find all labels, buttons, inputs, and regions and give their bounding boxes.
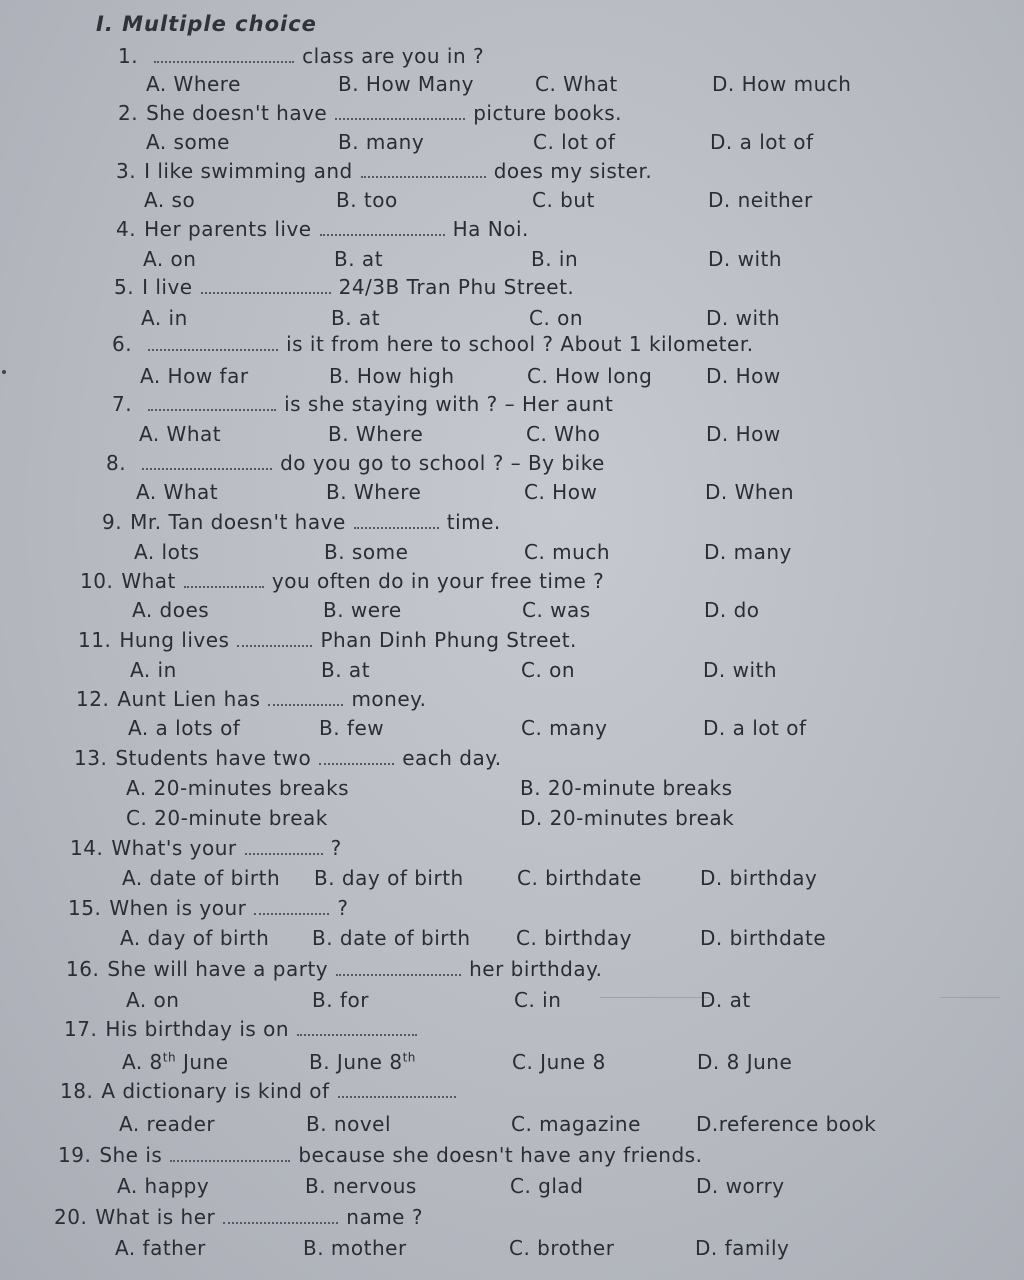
question-text-after: is she staying with ? – Her aunt (284, 392, 614, 416)
question-6-option-b[interactable] (329, 364, 455, 388)
answer-blank[interactable] (184, 572, 264, 588)
question-text-after: because she doesn't have any friends. (298, 1143, 703, 1167)
answer-blank[interactable] (245, 839, 323, 855)
question-text-before: Hung lives (119, 628, 230, 652)
answer-blank[interactable] (142, 454, 272, 470)
question-number: 15. (68, 896, 102, 920)
option-label: A. on (143, 247, 197, 271)
question-13-option-c[interactable] (126, 806, 328, 830)
answer-blank[interactable] (148, 335, 278, 351)
answer-blank[interactable] (223, 1208, 338, 1224)
question-6-option-c[interactable] (527, 364, 652, 388)
section-title: I. Multiple choice (96, 12, 317, 36)
answer-blank[interactable] (354, 513, 439, 529)
question-9-option-a[interactable] (134, 540, 200, 564)
question-number: 3. (116, 159, 137, 183)
question-20-option-d[interactable] (695, 1236, 789, 1260)
question-20-stem (54, 1205, 423, 1229)
option-label: C. was (522, 598, 591, 622)
question-4-option-d[interactable] (708, 247, 782, 271)
option-label: A. 20-minutes breaks (126, 776, 350, 800)
question-9-option-b[interactable] (324, 540, 408, 564)
question-text-before: A dictionary is kind of (101, 1079, 330, 1103)
question-3-stem (116, 159, 652, 183)
question-text-after: time. (446, 510, 501, 534)
option-label: D. 8 June (697, 1050, 793, 1074)
question-10-option-d[interactable] (704, 598, 760, 622)
question-16-option-c[interactable] (514, 988, 561, 1012)
question-text-after: money. (351, 687, 427, 711)
question-15-option-a[interactable] (120, 926, 269, 950)
question-11-option-b[interactable] (321, 658, 370, 682)
answer-blank[interactable] (201, 278, 331, 294)
question-12-stem (76, 687, 426, 711)
question-2-stem (118, 101, 622, 125)
question-17-option-d[interactable] (697, 1050, 792, 1074)
option-label: C. on (529, 306, 584, 330)
ordinal-suffix: th (402, 1050, 416, 1065)
question-2-option-b[interactable] (338, 130, 424, 154)
question-10-option-c[interactable] (522, 598, 591, 622)
question-text-after: Phan Dinh Phung Street. (320, 628, 577, 652)
question-6-option-a[interactable] (140, 364, 249, 388)
question-1-stem (118, 44, 484, 68)
option-label: A. lots (134, 540, 200, 564)
answer-blank[interactable] (338, 1082, 456, 1098)
option-label: A. on (126, 988, 180, 1012)
option-label: D.reference book (696, 1112, 877, 1136)
question-7-option-c[interactable] (526, 422, 600, 446)
question-8-stem (106, 451, 605, 475)
question-number: 5. (114, 275, 135, 299)
question-19-option-a[interactable] (117, 1174, 209, 1198)
question-12-option-c[interactable] (521, 716, 607, 740)
option-label: B. nervous (305, 1174, 417, 1198)
question-18-option-d[interactable] (696, 1112, 876, 1136)
option-label: C. Who (526, 422, 601, 446)
answer-blank[interactable] (319, 749, 394, 765)
option-label: A. some (146, 130, 230, 154)
question-1-option-d[interactable] (712, 72, 851, 96)
option-label: C. June 8 (512, 1050, 606, 1074)
question-1-option-a[interactable] (146, 72, 241, 96)
question-20-option-a[interactable] (115, 1236, 206, 1260)
answer-blank[interactable] (254, 899, 329, 915)
question-10-option-a[interactable] (132, 598, 209, 622)
question-7-option-a[interactable] (139, 422, 221, 446)
question-17-stem (64, 1017, 425, 1041)
option-label: A. in (141, 306, 188, 330)
question-13-option-d[interactable] (520, 806, 734, 830)
question-text-after: does my sister. (493, 159, 653, 183)
option-label: B. novel (306, 1112, 392, 1136)
question-number: 17. (64, 1017, 98, 1041)
option-label: D. worry (696, 1174, 785, 1198)
option-label: C. lot of (533, 130, 616, 154)
option-label: A. happy (117, 1174, 210, 1198)
question-15-stem (68, 896, 349, 920)
question-11-option-c[interactable] (521, 658, 575, 682)
question-3-option-d[interactable] (708, 188, 813, 212)
option-label: D. with (706, 306, 781, 330)
question-number: 8. (106, 451, 127, 475)
question-5-option-c[interactable] (529, 306, 583, 330)
option-label: A. so (144, 188, 196, 212)
question-18-option-c[interactable] (511, 1112, 641, 1136)
question-text-after: ? (330, 836, 342, 860)
question-15-option-c[interactable] (516, 926, 632, 950)
question-number: 16. (66, 957, 100, 981)
answer-blank[interactable] (297, 1020, 417, 1036)
option-label: B. 20-minute breaks (520, 776, 733, 800)
option-label: D. at (700, 988, 751, 1012)
question-number: 1. (118, 44, 139, 68)
question-10-stem (80, 569, 604, 593)
option-label: D. 20-minutes break (520, 806, 735, 830)
question-number: 2. (118, 101, 139, 125)
option-label: D. birthday (700, 866, 818, 890)
option-label: D. a lot of (703, 716, 807, 740)
question-1-option-c[interactable] (535, 72, 618, 96)
question-8-option-c[interactable] (524, 480, 597, 504)
question-12-option-a[interactable] (128, 716, 240, 740)
question-text-after: do you go to school ? – By bike (280, 451, 605, 475)
question-number: 10. (80, 569, 114, 593)
question-16-option-d[interactable] (700, 988, 751, 1012)
option-label: D. with (708, 247, 783, 271)
question-9-option-d[interactable] (704, 540, 792, 564)
question-5-stem (114, 275, 574, 299)
question-text-before: What (121, 569, 176, 593)
question-text-before: She will have a party (107, 957, 329, 981)
question-2-option-a[interactable] (146, 130, 230, 154)
option-label: D. How (706, 364, 781, 388)
answer-blank[interactable] (237, 631, 312, 647)
answer-blank[interactable] (336, 960, 461, 976)
question-number: 14. (70, 836, 104, 860)
question-17-option-c[interactable] (512, 1050, 606, 1074)
question-10-option-b[interactable] (323, 598, 402, 622)
option-label: B. many (338, 130, 425, 154)
option-label: C. 20-minute break (126, 806, 328, 830)
option-label: D. many (704, 540, 792, 564)
question-3-option-a[interactable] (144, 188, 195, 212)
question-12-option-b[interactable] (319, 716, 384, 740)
question-text-after: name ? (346, 1205, 423, 1229)
option-label: B. June 8 (309, 1050, 403, 1074)
question-5-option-d[interactable] (706, 306, 780, 330)
question-2-option-d[interactable] (710, 130, 814, 154)
option-label: C. in (514, 988, 562, 1012)
question-7-option-b[interactable] (328, 422, 423, 446)
question-text-after: each day. (402, 746, 502, 770)
option-label: C. How (524, 480, 598, 504)
option-label: B. for (312, 988, 369, 1012)
question-14-option-d[interactable] (700, 866, 817, 890)
question-text-after: 24/3B Tran Phu Street. (338, 275, 575, 299)
question-number: 9. (102, 510, 123, 534)
question-text-before: Mr. Tan doesn't have (130, 510, 346, 534)
answer-blank[interactable] (154, 47, 294, 63)
question-3-option-b[interactable] (336, 188, 398, 212)
option-label: D. with (703, 658, 778, 682)
option-label: B. at (334, 247, 384, 271)
question-number: 18. (60, 1079, 94, 1103)
question-number: 13. (74, 746, 108, 770)
option-label-tail: June (176, 1050, 229, 1074)
question-1-option-b[interactable] (338, 72, 474, 96)
question-17-option-b[interactable] (309, 1050, 416, 1074)
option-label: A. does (132, 598, 210, 622)
ordinal-suffix: th (162, 1050, 177, 1065)
faint-rule (600, 997, 710, 998)
question-11-stem (78, 628, 577, 652)
question-12-option-d[interactable] (703, 716, 807, 740)
question-2-option-c[interactable] (533, 130, 615, 154)
question-text-before: Her parents live (144, 217, 312, 241)
question-19-stem (58, 1143, 702, 1167)
question-19-option-b[interactable] (305, 1174, 417, 1198)
question-13-option-a[interactable] (126, 776, 349, 800)
option-label: A. day of birth (120, 926, 270, 950)
option-label: D. family (695, 1236, 790, 1260)
option-label: A. date of birth (122, 866, 281, 890)
question-13-stem (74, 746, 502, 770)
question-number: 12. (76, 687, 110, 711)
question-text-before: She doesn't have (146, 101, 328, 125)
option-label: D. How (706, 422, 781, 446)
question-19-option-c[interactable] (510, 1174, 583, 1198)
question-text-before: I live (142, 275, 193, 299)
answer-blank[interactable] (268, 690, 343, 706)
question-13-option-b[interactable] (520, 776, 733, 800)
question-18-stem (60, 1079, 464, 1103)
option-label: C. on (521, 658, 576, 682)
question-4-option-b[interactable] (334, 247, 383, 271)
question-16-option-b[interactable] (312, 988, 369, 1012)
question-number: 20. (54, 1205, 88, 1229)
question-18-option-b[interactable] (306, 1112, 391, 1136)
option-label: B. How high (329, 364, 455, 388)
question-19-option-d[interactable] (696, 1174, 785, 1198)
margin-mark (2, 370, 6, 374)
question-15-option-d[interactable] (700, 926, 826, 950)
option-label: B. some (324, 540, 409, 564)
option-label: B. day of birth (314, 866, 464, 890)
option-label: C. How long (527, 364, 653, 388)
question-text-before: Aunt Lien has (117, 687, 261, 711)
question-text-before: Students have two (115, 746, 312, 770)
question-text-after: is it from here to school ? About 1 kilometer. (286, 332, 754, 356)
question-text-before: What is her (95, 1205, 216, 1229)
question-20-option-c[interactable] (509, 1236, 614, 1260)
option-label: A. in (130, 658, 177, 682)
question-text-after: you often do in your free time ? (271, 569, 605, 593)
option-label: A. father (115, 1236, 206, 1260)
option-label: C. brother (509, 1236, 615, 1260)
question-3-option-c[interactable] (532, 188, 595, 212)
question-7-option-d[interactable] (706, 422, 781, 446)
question-number: 4. (116, 217, 137, 241)
option-label: C. glad (510, 1174, 584, 1198)
question-8-option-b[interactable] (326, 480, 421, 504)
question-6-stem (112, 332, 754, 356)
question-number: 11. (78, 628, 112, 652)
option-label: B. How Many (338, 72, 474, 96)
option-label: B. at (331, 306, 381, 330)
answer-blank[interactable] (148, 395, 276, 411)
option-label: B. at (321, 658, 371, 682)
option-label: D. When (705, 480, 795, 504)
question-text-after: ? (337, 896, 349, 920)
question-text-before: What's your (111, 836, 237, 860)
question-text-before: I like swimming and (144, 159, 353, 183)
option-label: B. date of birth (312, 926, 471, 950)
option-label: D. a lot of (710, 130, 814, 154)
question-16-option-a[interactable] (126, 988, 179, 1012)
answer-blank[interactable] (320, 220, 445, 236)
question-11-option-a[interactable] (130, 658, 177, 682)
option-label: B. Where (328, 422, 424, 446)
option-label: A. How far (140, 364, 249, 388)
question-4-stem (116, 217, 529, 241)
option-label: B. few (319, 716, 385, 740)
question-7-stem (112, 392, 613, 416)
option-label: C. birthdate (517, 866, 642, 890)
question-number: 7. (112, 392, 133, 416)
question-14-option-a[interactable] (122, 866, 280, 890)
question-text-after: picture books. (473, 101, 622, 125)
question-18-option-a[interactable] (119, 1112, 215, 1136)
question-11-option-d[interactable] (703, 658, 777, 682)
question-5-option-a[interactable] (141, 306, 188, 330)
answer-blank[interactable] (335, 104, 465, 120)
question-text-before: When is your (109, 896, 247, 920)
option-label: D. do (704, 598, 760, 622)
question-8-option-d[interactable] (705, 480, 794, 504)
question-17-option-a[interactable] (122, 1050, 229, 1074)
option-label: C. magazine (511, 1112, 641, 1136)
question-number: 19. (58, 1143, 92, 1167)
question-20-option-b[interactable] (303, 1236, 407, 1260)
question-14-option-b[interactable] (314, 866, 464, 890)
option-label: A. What (139, 422, 222, 446)
option-label: A. a lots of (128, 716, 241, 740)
question-text-after: Ha Noi. (452, 217, 529, 241)
question-5-option-b[interactable] (331, 306, 380, 330)
question-15-option-b[interactable] (312, 926, 471, 950)
question-4-option-c[interactable] (531, 247, 578, 271)
option-label: C. much (524, 540, 611, 564)
option-label: C. What (535, 72, 618, 96)
question-14-stem (70, 836, 342, 860)
question-text-before: His birthday is on (105, 1017, 290, 1041)
option-label: A. reader (119, 1112, 216, 1136)
question-number: 6. (112, 332, 133, 356)
option-label: C. many (521, 716, 608, 740)
question-6-option-d[interactable] (706, 364, 781, 388)
question-8-option-a[interactable] (136, 480, 218, 504)
option-label: B. mother (303, 1236, 407, 1260)
question-16-stem (66, 957, 602, 981)
option-label: B. too (336, 188, 398, 212)
option-label: D. How much (712, 72, 852, 96)
answer-blank[interactable] (361, 162, 486, 178)
question-9-stem (102, 510, 501, 534)
option-label: B. in (531, 247, 579, 271)
option-label: D. neither (708, 188, 813, 212)
question-14-option-c[interactable] (517, 866, 642, 890)
option-label: D. birthdate (700, 926, 827, 950)
option-label: B. Where (326, 480, 422, 504)
question-4-option-a[interactable] (143, 247, 196, 271)
faint-rule (940, 997, 1000, 998)
option-label: A. Where (146, 72, 241, 96)
question-text-after: class are you in ? (302, 44, 485, 68)
answer-blank[interactable] (170, 1146, 290, 1162)
option-label: C. birthday (516, 926, 632, 950)
option-label: C. but (532, 188, 595, 212)
option-label: A. What (136, 480, 219, 504)
option-label: A. 8 (122, 1050, 163, 1074)
question-text-after: her birthday. (469, 957, 603, 981)
option-label: B. were (323, 598, 402, 622)
question-9-option-c[interactable] (524, 540, 610, 564)
question-text-before: She is (99, 1143, 163, 1167)
